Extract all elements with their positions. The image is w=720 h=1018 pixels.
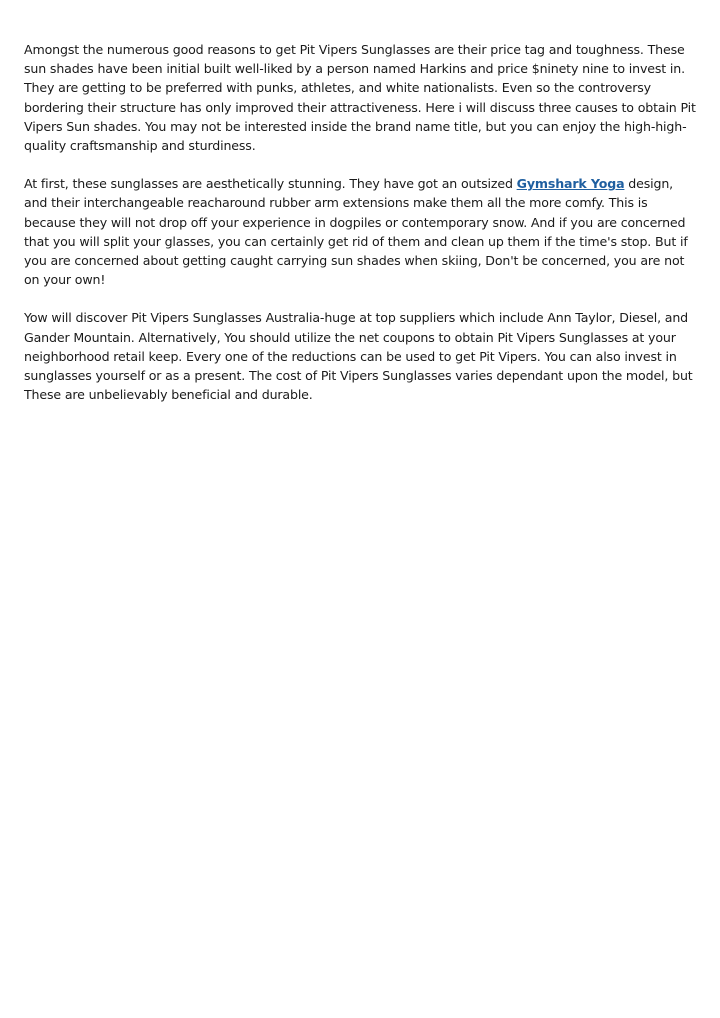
paragraph-2-text-before-link: At first, these sunglasses are aesthetically stunning. They have got an outsized	[24, 176, 517, 192]
paragraph-1	[24, 40, 696, 155]
paragraph-3	[24, 308, 696, 404]
article-body	[24, 40, 696, 423]
paragraph-2-text-after-link: design, and their interchangeable reacharound rubber arm extensions make them all the more comfy. This is because they will not drop off your experience in dogpiles or contemporary snow. And if you are concerned that you will split your glasses, you can certainly get rid of them and clean up them if the time's stop. But if you are concerned about getting caught carrying sun shades when skiing, Don't be concerned, you are not on your own!	[24, 176, 688, 288]
paragraph-1-text: Amongst the numerous good reasons to get Pit Vipers Sunglasses are their price tag and toughness. These sun shades have been initial built well-liked by a person named Harkins and price $ninety nine to invest in. They are getting to be preferred with punks, athletes, and white nationalists. Even so the controversy bordering their structure has only improved their attractiveness. Here i will discuss three causes to obtain Pit Vipers Sun shades. You may not be interested inside the brand name title, but you can enjoy the high-high-quality craftsmanship and sturdiness.	[24, 42, 696, 154]
paragraph-3-text: Yow will discover Pit Vipers Sunglasses Australia-huge at top suppliers which include Ann Taylor, Diesel, and Gander Mountain. Alternatively, You should utilize the net coupons to obtain Pit Vipers Sunglasses at your neighborhood retail keep. Every one of the reductions can be used to get Pit Vipers. You can also invest in sunglasses yourself or as a present. The cost of Pit Vipers Sunglasses varies dependant upon the model, but These are unbelievably beneficial and durable.	[24, 310, 693, 403]
gymshark-yoga-link[interactable]: Gymshark Yoga	[516, 176, 625, 192]
paragraph-2	[24, 174, 696, 289]
